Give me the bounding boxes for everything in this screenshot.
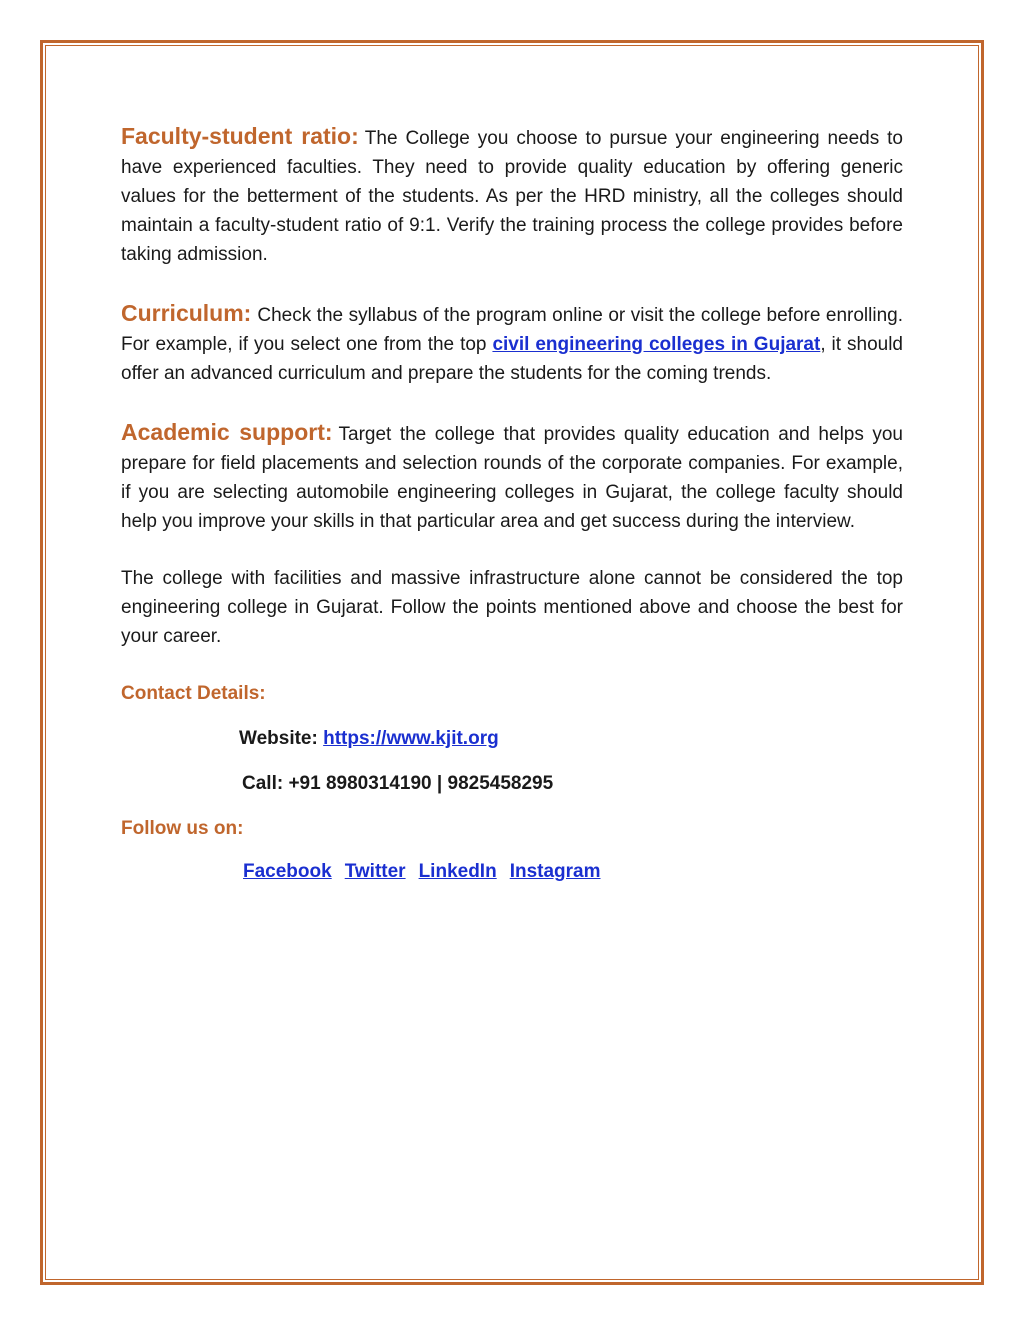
academic-body: Target the college that provides quality education and helps you prepare for field placements and selection rounds of the corporate companies. For example, if you are selecting automobile engineering colleges in Gujarat, the college faculty should help you improve your skills in that particular area and get success during the interview. (121, 424, 903, 532)
linkedin-link[interactable]: LinkedIn (418, 861, 497, 882)
contact-heading: Contact Details: (121, 683, 266, 704)
civil-engineering-colleges-link[interactable]: civil engineering colleges in Gujarat (492, 334, 821, 355)
website-line (239, 724, 903, 753)
faculty-body: The College you choose to pursue your engineering needs to have experienced faculties. They need to provide quality education by offering generic values for the betterment of the students. As per the HRD ministry, all the colleges should maintain a faculty-student ratio of 9:1. Verify the training process the college provides before taking admission. (121, 128, 904, 265)
document-content (121, 122, 903, 886)
curriculum-body-before: Check the syllabus of the program online or visit the college before enrolling. For example, if you select one from the top (121, 305, 903, 355)
facebook-link[interactable]: Facebook (243, 861, 332, 882)
academic-heading: Academic support: (121, 419, 333, 445)
social-links (243, 857, 903, 886)
website-label: Website: (239, 728, 318, 749)
website-link[interactable]: https://www.kjit.org (323, 728, 499, 749)
call-line: Call: +91 8980314190 | 9825458295 (242, 773, 554, 794)
closing-paragraph: The college with facilities and massive infrastructure alone cannot be considered the top engineering college in Gujarat. Follow the points mentioned above and choose the best for your career. (121, 568, 903, 647)
faculty-heading: Faculty-student ratio: (121, 123, 359, 149)
curriculum-heading: Curriculum: (121, 300, 252, 326)
instagram-link[interactable]: Instagram (509, 861, 601, 882)
academic-section (121, 418, 903, 536)
follow-heading: Follow us on: (121, 818, 244, 839)
twitter-link[interactable]: Twitter (344, 861, 406, 882)
curriculum-body-after: , it should offer an advanced curriculum and prepare the students for the coming trends. (121, 334, 903, 384)
faculty-section (121, 122, 903, 269)
curriculum-section (121, 299, 903, 388)
